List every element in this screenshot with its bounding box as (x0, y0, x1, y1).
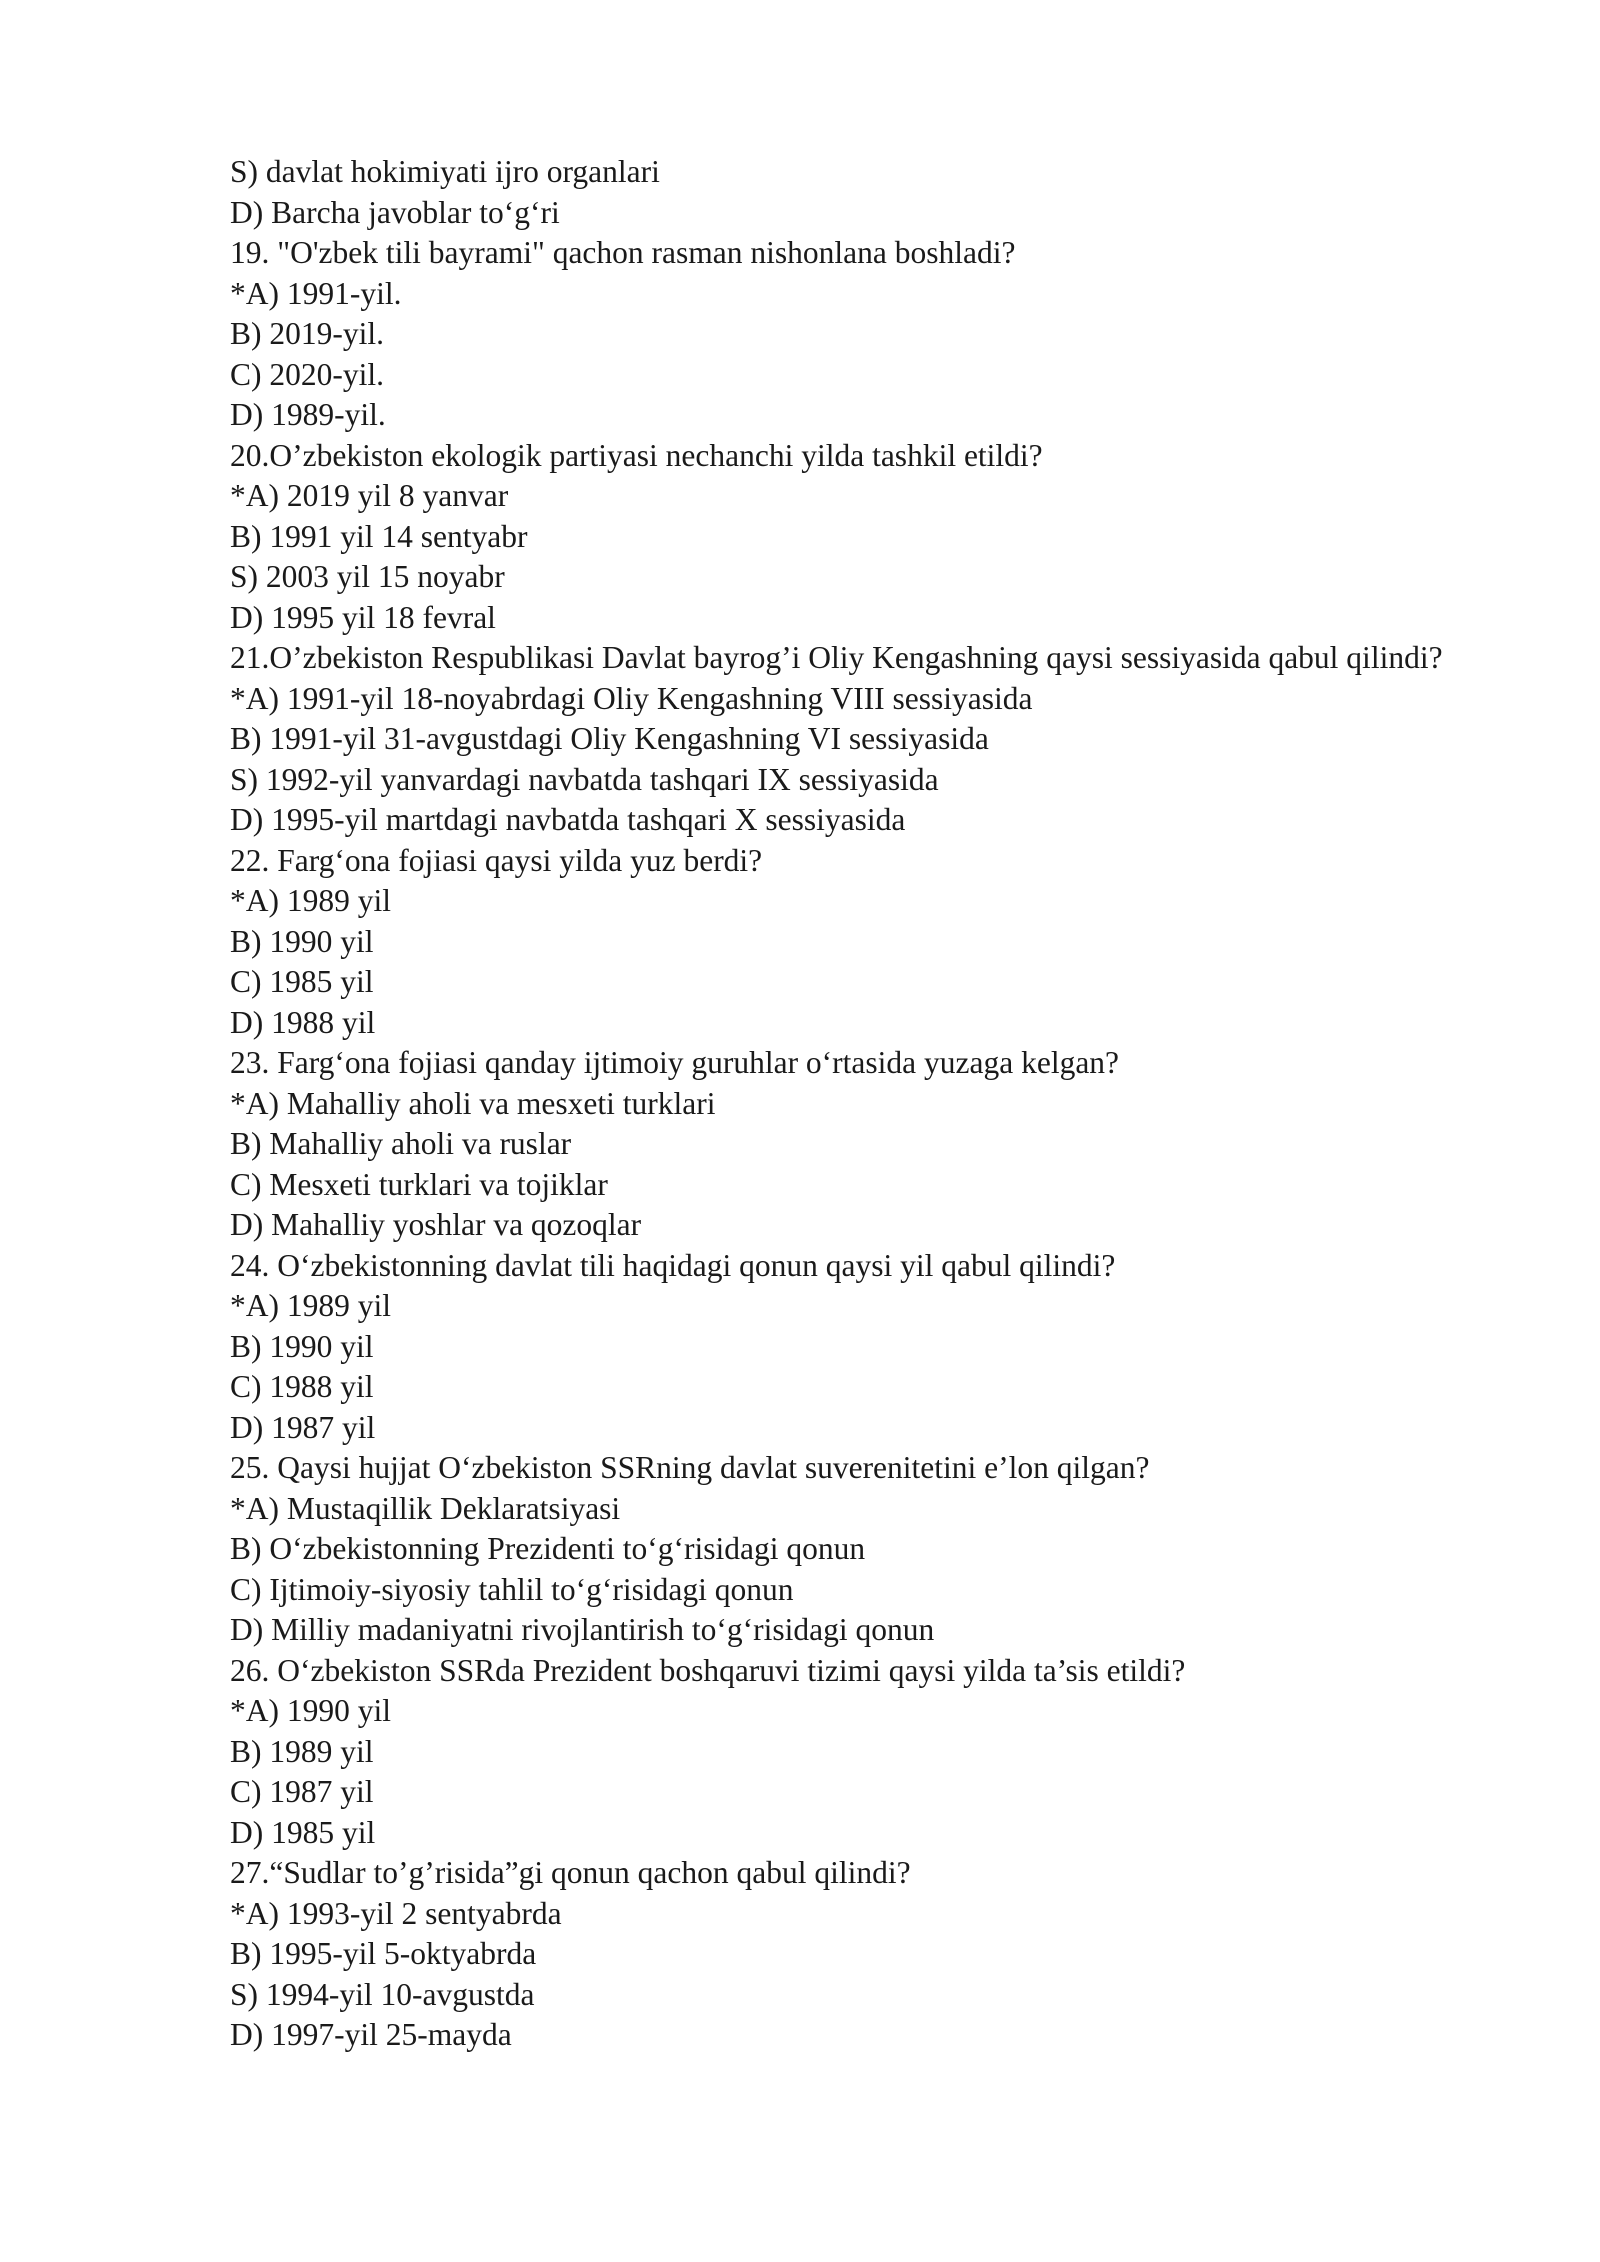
answer-option: D) Mahalliy yoshlar va qozoqlar (230, 1207, 642, 1242)
answer-option: D) 1995 yil 18 fevral (230, 599, 496, 635)
answer-option: S) 1994-yil 10-avgustda (230, 1976, 535, 2012)
answer-option: D) 1995-yil martdagi navbatda tashqari X sessiyasida (230, 802, 906, 837)
question-text: 22. Farg‘ona fojiasi qaysi yilda yuz berdi? (230, 842, 763, 878)
answer-option: C) 1987 yil (230, 1774, 374, 1809)
answer-option: *A) 1991-yil. (230, 275, 402, 311)
answer-option: D) 1988 yil (230, 1004, 376, 1040)
answer-option: B) 1995-yil 5-oktyabrda (230, 1936, 537, 1971)
answer-option: C) 1985 yil (230, 964, 374, 999)
answer-option: C) 2020-yil. (230, 356, 384, 392)
answer-option: *A) Mahalliy aholi va mesxeti turklari (230, 1085, 716, 1121)
answer-option: D) Barcha javoblar to‘g‘ri (230, 194, 560, 230)
answer-option: *A) 2019 yil 8 yanvar (230, 478, 509, 513)
answer-option: S) 2003 yil 15 noyabr (230, 559, 505, 594)
answer-option: B) 2019-yil. (230, 316, 384, 351)
answer-option: D) 1985 yil (230, 1814, 376, 1850)
answer-option: D) 1989-yil. (230, 397, 386, 432)
question-text: 20.O’zbekiston ekologik partiyasi nechanchi yilda tashkil etildi? (230, 437, 1043, 473)
answer-option: C) Mesxeti turklari va tojiklar (230, 1166, 608, 1202)
question-text: 19. "O'zbek tili bayrami" qachon rasman nishonlana boshladi? (230, 235, 1016, 270)
answer-option: *A) 1989 yil (230, 1288, 391, 1323)
answer-option: *A) 1991-yil 18-noyabrdagi Oliy Kengashning VIII sessiyasida (230, 680, 1033, 716)
answer-option: S) 1992-yil yanvardagi navbatda tashqari IX sessiyasida (230, 761, 939, 797)
answer-option: B) O‘zbekistonning Prezidenti to‘g‘risidagi qonun (230, 1531, 866, 1566)
answer-option: *A) Mustaqillik Deklaratsiyasi (230, 1490, 621, 1526)
answer-option: B) 1989 yil (230, 1733, 374, 1769)
question-text: 27.“Sudlar to’g’risida”gi qonun qachon qabul qilindi? (230, 1855, 911, 1890)
answer-option: *A) 1990 yil (230, 1693, 391, 1728)
answer-option: B) 1990 yil (230, 1328, 374, 1364)
answer-option: *A) 1993-yil 2 sentyabrda (230, 1895, 562, 1931)
answer-option: D) 1997-yil 25-mayda (230, 2017, 512, 2052)
answer-option: *A) 1989 yil (230, 883, 391, 918)
answer-option: B) 1991-yil 31-avgustdagi Oliy Kengashning VI sessiyasida (230, 721, 989, 756)
question-text: 24. O‘zbekistonning davlat tili haqidagi qonun qaysi yil qabul qilindi? (230, 1247, 1116, 1283)
answer-option: C) Ijtimoiy-siyosiy tahlil to‘g‘risidagi qonun (230, 1571, 794, 1607)
answer-option: D) 1987 yil (230, 1409, 376, 1445)
question-text: 25. Qaysi hujjat O‘zbekiston SSRning davlat suverenitetini e’lon qilgan? (230, 1450, 1150, 1485)
answer-option: C) 1988 yil (230, 1369, 374, 1404)
answer-option: B) 1991 yil 14 sentyabr (230, 518, 528, 554)
answer-option: B) Mahalliy aholi va ruslar (230, 1126, 572, 1161)
answer-option: D) Milliy madaniyatni rivojlantirish to‘g‘risidagi qonun (230, 1612, 935, 1647)
question-text: 23. Farg‘ona fojiasi qanday ijtimoiy guruhlar o‘rtasida yuzaga kelgan? (230, 1045, 1120, 1080)
question-text: 21.O’zbekiston Respublikasi Davlat bayrog’i Oliy Kengashning qaysi sessiyasida qabul qilindi? (230, 640, 1443, 675)
document-page (230, 152, 1495, 2056)
question-text: 26. O‘zbekiston SSRda Prezident boshqaruvi tizimi qaysi yilda ta’sis etildi? (230, 1652, 1186, 1688)
answer-option: S) davlat hokimiyati ijro organlari (230, 154, 660, 189)
answer-option: B) 1990 yil (230, 923, 374, 959)
